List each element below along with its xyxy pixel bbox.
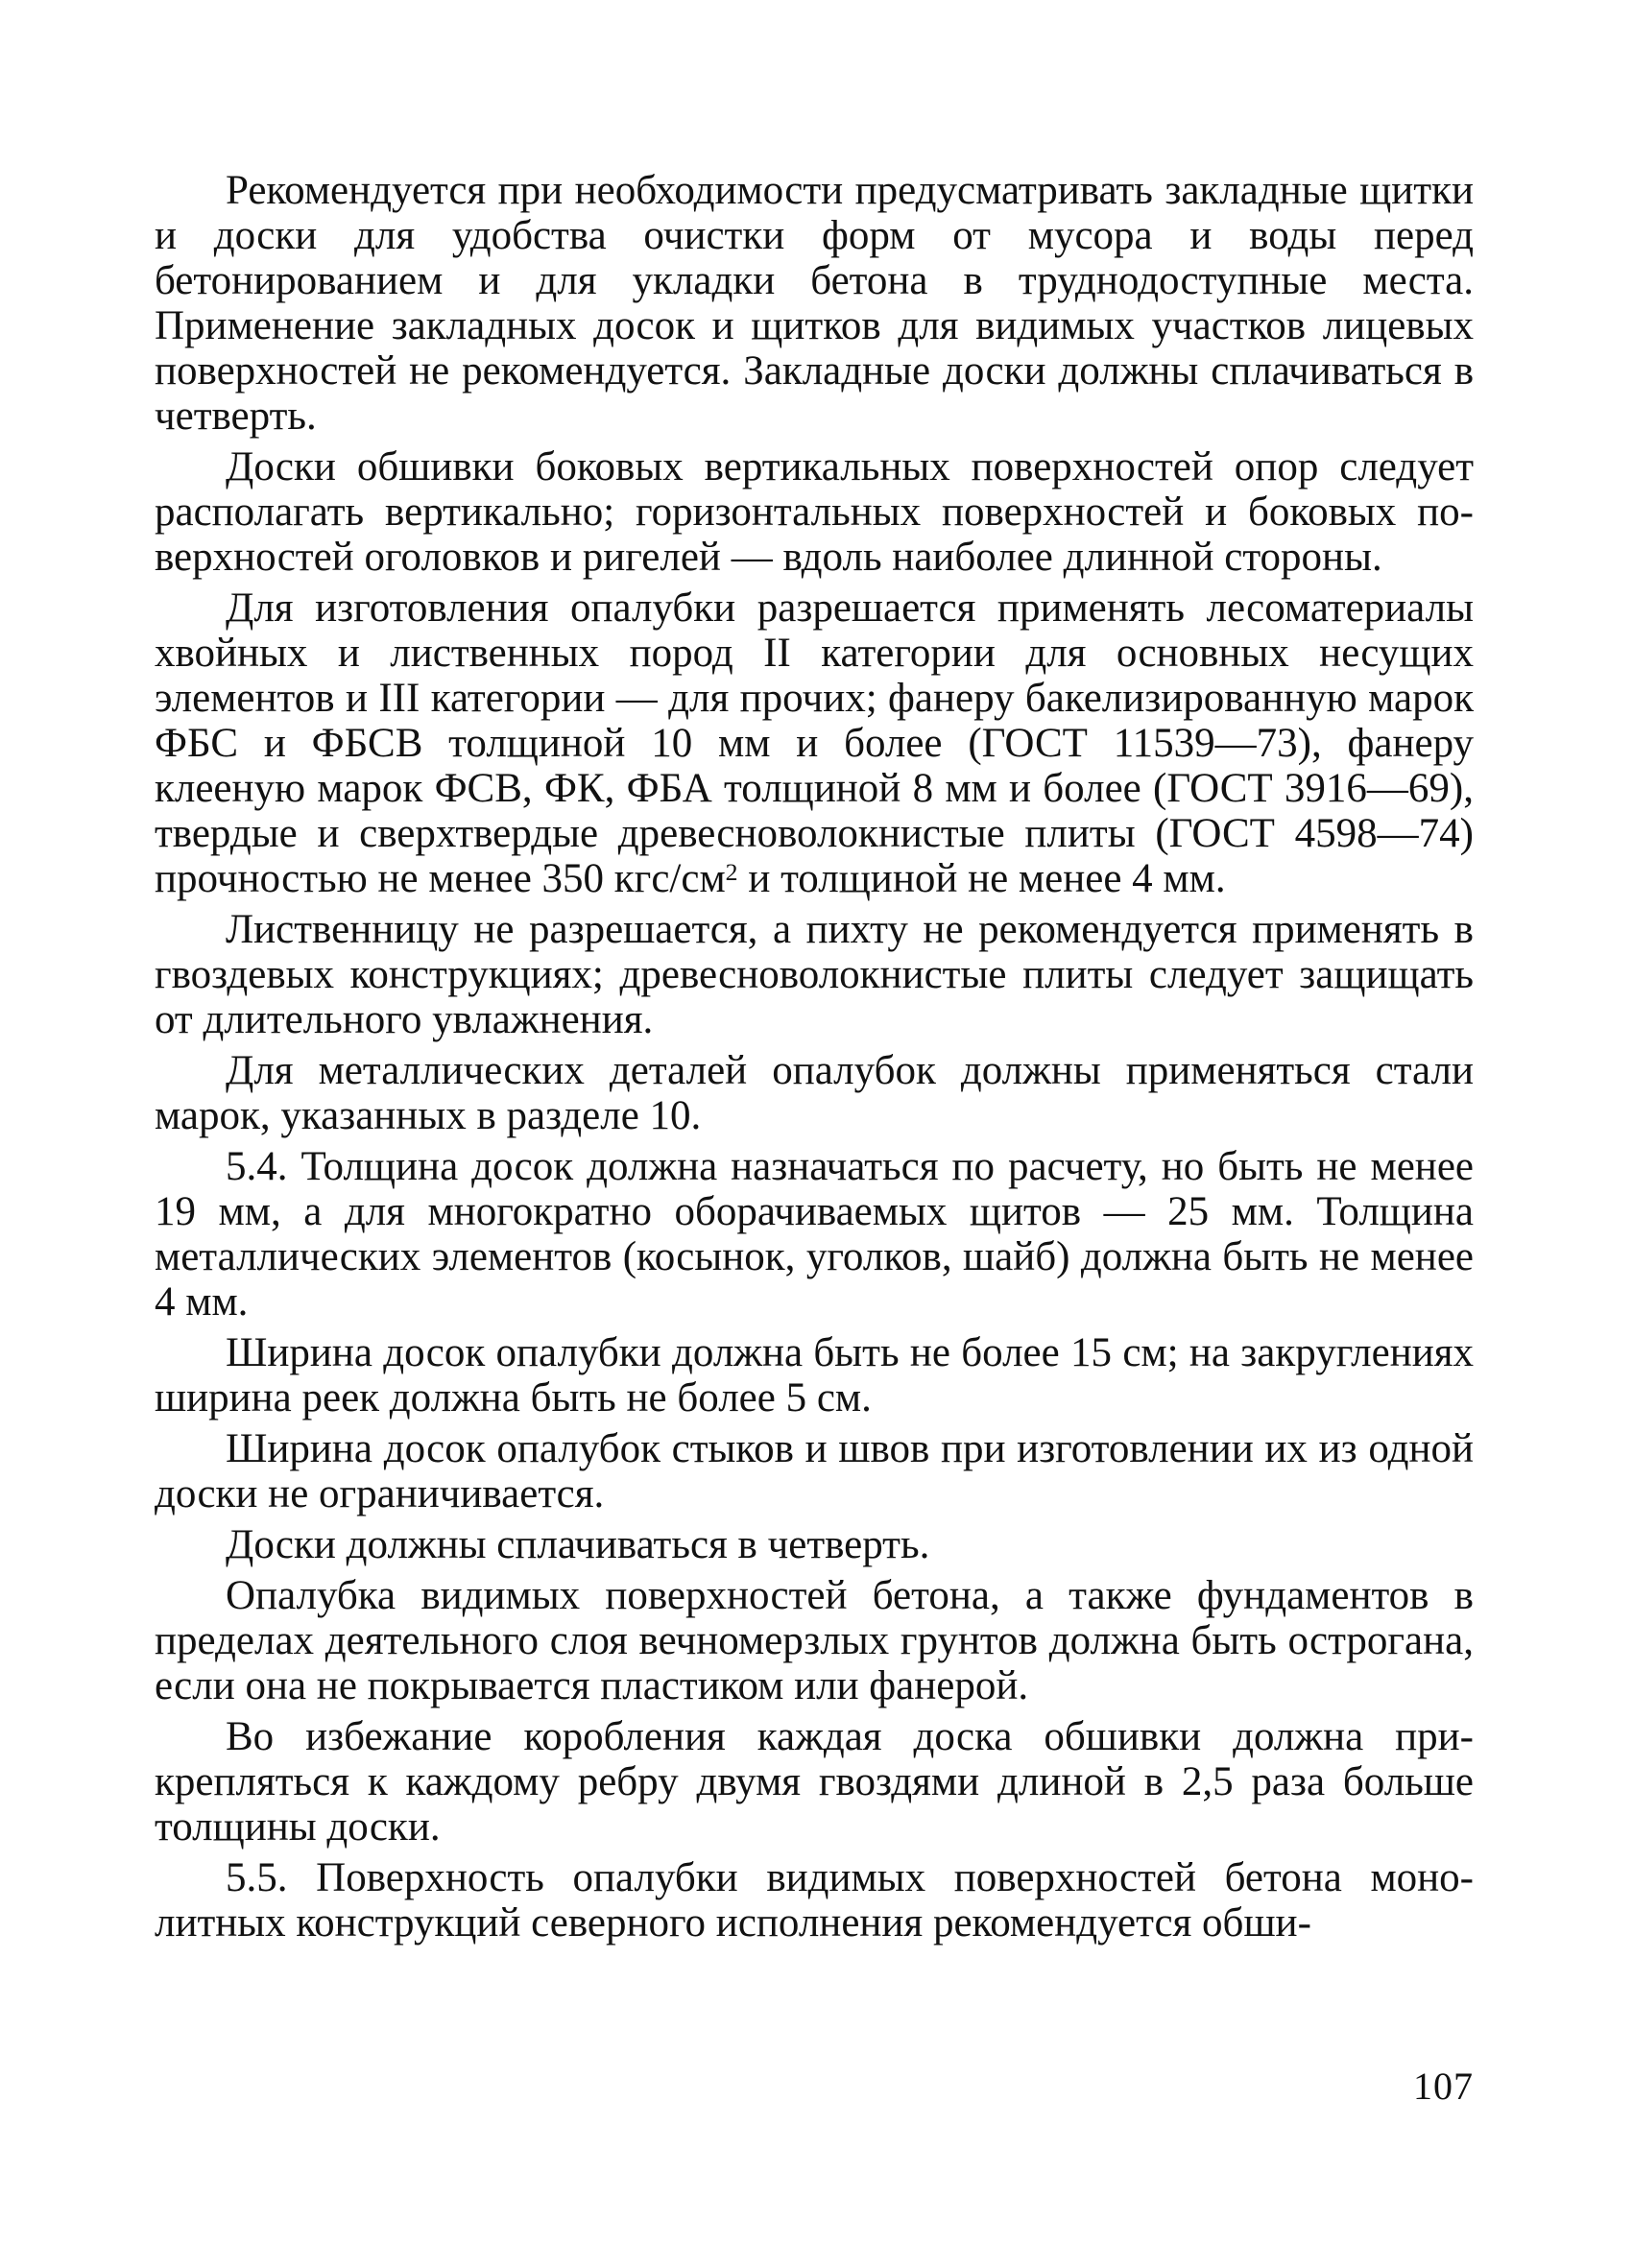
materials-text: Для изготовления опалубки разрешается применять лесоматериалы хвойных и лиственных пород II категории для основных несущих элементов и III категории — для прочих; фанеру бакелизированную марок ФБС и ФБСВ толщиной 10 мм и более (ГОСТ 11539—73), фанеру клееную марок ФСВ, ФК, ФБА толщиной 8 мм и более (ГОСТ 3916—69), твердые и сверхтвердые древесноволокнистые плиты (ГОСТ 4598—74) прочностью не менее 350 кгс/см	[155, 585, 1474, 901]
materials-text-end: и толщиной не менее 4 мм.	[737, 856, 1226, 901]
paragraph-materials	[155, 585, 1474, 901]
paragraph-board-joining: Доски должны сплачиваться в четверть.	[226, 1522, 930, 1567]
paragraph-larch-fir: Лиственницу не разрешается, а пихту не рекомендуется применять в гвоздевых конструкциях; древесноволокнистые плиты следует защищать от длительного увлажнения.	[155, 907, 1474, 1042]
paragraph-planed-formwork: Опалубка видимых поверхностей бетона, а также фундаментов в пределах деятельного слоя вечномерзлых грунтов должна быть острогана, если она не покрывается пластиком или фанерой.	[155, 1573, 1474, 1708]
body-text	[155, 168, 1474, 1951]
paragraph-board-width: Ширина досок опалубки должна быть не более 15 см; на закруглениях ширина реек должна быть не более 5 см.	[155, 1330, 1474, 1420]
superscript-exponent: 2	[725, 858, 738, 887]
paragraph-board-thickness: 5.4. Толщина досок должна назначаться по расчету, но быть не менее 19 мм, а для многократно оборачиваемых щитов — 25 мм. Толщина металлических элементов (косынок, уголков, шайб) должна быть не менее 4 мм.	[155, 1144, 1474, 1325]
paragraph-surface-lining: 5.5. Поверхность опалубки видимых поверхностей бетона монолитных конструкций северного исполнения рекомендуется обши-	[155, 1855, 1474, 1946]
page-number: 107	[1413, 2065, 1474, 2108]
paragraph-metal-parts: Для металлических деталей опалубок должны применяться стали марок, указанных в разделе 10.	[155, 1048, 1474, 1138]
paragraph-nailing: Во избежание коробления каждая доска обшивки должна прикрепляться к каждому ребру двумя гвоздями длиной в 2,5 раза больше толщины доски.	[155, 1714, 1474, 1850]
paragraph-joint-boards: Ширина досок опалубок стыков и швов при изготовлении их из одной доски не ограничивается.	[155, 1426, 1474, 1516]
paragraph-board-orientation: Доски обшивки боковых вертикальных поверхностей опор следует располагать вертикально; горизонтальных поверхностей и боковых поверхностей оголовков и ригелей — вдоль наиболее длинной стороны.	[155, 444, 1474, 580]
paragraph-embedded-boards: Рекомендуется при необходимости предусматривать закладные щитки и доски для удобства очистки форм от мусора и воды перед бетонированием и для укладки бетона в труднодоступные места. Применение закладных досок и щитков для видимых участков лицевых поверхностей не рекомендуется. Закладные доски должны сплачиваться в четверть.	[155, 168, 1474, 439]
